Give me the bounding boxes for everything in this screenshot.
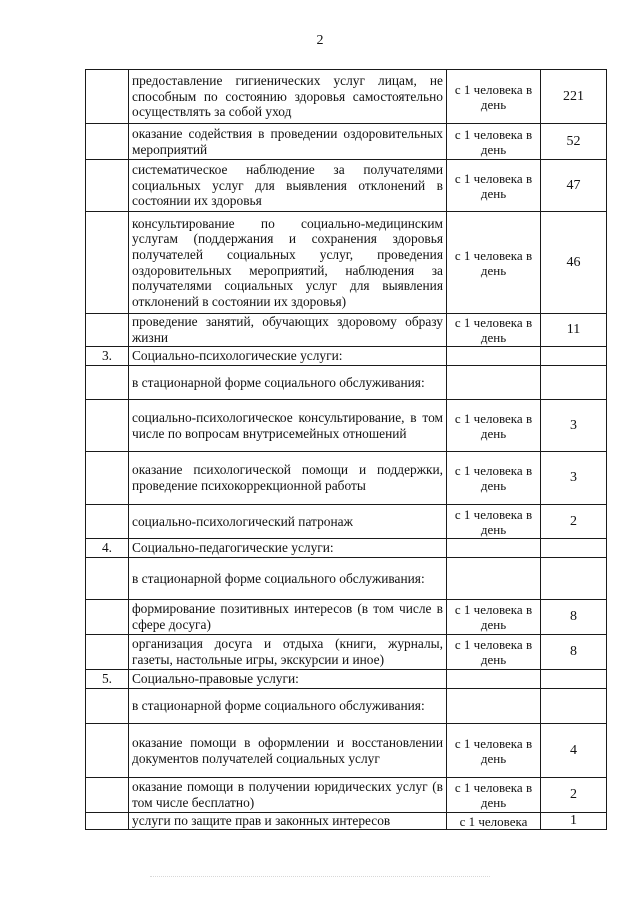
section-row [86, 347, 607, 366]
quantity-cell: 46 [541, 212, 607, 314]
table-row [86, 212, 607, 314]
row-number [86, 600, 129, 635]
table-row [86, 724, 607, 778]
quantity-cell: 47 [541, 160, 607, 212]
section-title: Социально-педагогические услуги: [129, 539, 447, 558]
section-row [86, 670, 607, 689]
row-number [86, 778, 129, 813]
service-description: социально-психологическое консультирование, в том числе по вопросам внутрисемейных отношений [129, 400, 447, 452]
unit-cell: с 1 человека в день [447, 124, 541, 160]
quantity-cell: 221 [541, 70, 607, 124]
row-number [86, 635, 129, 670]
table-row [86, 558, 607, 600]
row-number [86, 366, 129, 400]
service-description: оказание помощи в оформлении и восстановлении документов получателей социальных услуг [129, 724, 447, 778]
service-description: услуги по защите прав и законных интересов [129, 813, 447, 830]
table-row [86, 452, 607, 505]
service-description: систематическое наблюдение за получателями социальных услуг для выявления отклонений в состоянии их здоровья [129, 160, 447, 212]
quantity-cell [541, 347, 607, 366]
service-description: оказание содействия в проведении оздоровительных мероприятий [129, 124, 447, 160]
row-number [86, 400, 129, 452]
row-number [86, 558, 129, 600]
quantity-cell: 3 [541, 400, 607, 452]
row-number [86, 160, 129, 212]
row-number [86, 505, 129, 539]
quantity-cell: 11 [541, 314, 607, 347]
service-description: консультирование по социально-медицинским услугам (поддержания и сохранения здоровья получателей социальных услуг, проведения оздоровительных мероприятий, наблюдения за получателями социальных услуг для выявления отклонений в состоянии их здоровья) [129, 212, 447, 314]
quantity-cell: 2 [541, 778, 607, 813]
table-row [86, 505, 607, 539]
service-description: организация досуга и отдыха (книги, журналы, газеты, настольные игры, экскурсии и иное) [129, 635, 447, 670]
service-form-label: в стационарной форме социального обслуживания: [129, 558, 447, 600]
section-number: 4. [86, 539, 129, 558]
table-row [86, 124, 607, 160]
quantity-cell: 8 [541, 635, 607, 670]
row-number [86, 70, 129, 124]
row-number [86, 724, 129, 778]
quantity-cell [541, 366, 607, 400]
row-number [86, 314, 129, 347]
services-table [85, 69, 607, 830]
unit-cell: с 1 человека в день [447, 600, 541, 635]
service-description: предоставление гигиенических услуг лицам, не способным по состоянию здоровья самостоятельно осуществлять за собой уход [129, 70, 447, 124]
unit-cell [447, 670, 541, 689]
table-row [86, 314, 607, 347]
table-row [86, 600, 607, 635]
row-number [86, 124, 129, 160]
table-row [86, 813, 607, 830]
table-row [86, 366, 607, 400]
unit-cell: с 1 человека в день [447, 724, 541, 778]
unit-cell: с 1 человека в день [447, 212, 541, 314]
section-number: 5. [86, 670, 129, 689]
table-row [86, 635, 607, 670]
unit-cell [447, 347, 541, 366]
table-row [86, 70, 607, 124]
quantity-cell [541, 558, 607, 600]
unit-cell [447, 539, 541, 558]
unit-cell: с 1 человека в день [447, 635, 541, 670]
quantity-cell: 2 [541, 505, 607, 539]
table-row [86, 160, 607, 212]
quantity-cell: 4 [541, 724, 607, 778]
quantity-cell [541, 689, 607, 724]
service-form-label: в стационарной форме социального обслуживания: [129, 689, 447, 724]
section-title: Социально-психологические услуги: [129, 347, 447, 366]
quantity-cell: 3 [541, 452, 607, 505]
section-number: 3. [86, 347, 129, 366]
service-description: оказание психологической помощи и поддержки, проведение психокоррекционной работы [129, 452, 447, 505]
scan-artifact-line [150, 876, 490, 877]
row-number [86, 689, 129, 724]
row-number [86, 452, 129, 505]
quantity-cell [541, 539, 607, 558]
unit-cell: с 1 человека в день [447, 452, 541, 505]
unit-cell: с 1 человека в день [447, 160, 541, 212]
unit-cell [447, 366, 541, 400]
service-form-label: в стационарной форме социального обслуживания: [129, 366, 447, 400]
service-description: оказание помощи в получении юридических услуг (в том числе бесплатно) [129, 778, 447, 813]
service-description: проведение занятий, обучающих здоровому образу жизни [129, 314, 447, 347]
section-row [86, 539, 607, 558]
row-number [86, 813, 129, 830]
row-number [86, 212, 129, 314]
unit-cell: с 1 человека в день [447, 505, 541, 539]
quantity-cell: 52 [541, 124, 607, 160]
unit-cell: с 1 человека в день [447, 400, 541, 452]
quantity-cell: 8 [541, 600, 607, 635]
unit-cell: с 1 человека в день [447, 314, 541, 347]
unit-cell: с 1 человека в день [447, 778, 541, 813]
service-description: формирование позитивных интересов (в том числе в сфере досуга) [129, 600, 447, 635]
table-row [86, 400, 607, 452]
section-title: Социально-правовые услуги: [129, 670, 447, 689]
unit-cell: с 1 человека в день [447, 70, 541, 124]
table-row [86, 689, 607, 724]
table-row [86, 778, 607, 813]
unit-cell [447, 558, 541, 600]
unit-cell [447, 689, 541, 724]
quantity-cell [541, 670, 607, 689]
page-number: 2 [316, 33, 324, 48]
unit-cell: с 1 человека [447, 813, 541, 830]
service-description: социально-психологический патронаж [129, 505, 447, 539]
quantity-cell: 1 [541, 813, 607, 830]
